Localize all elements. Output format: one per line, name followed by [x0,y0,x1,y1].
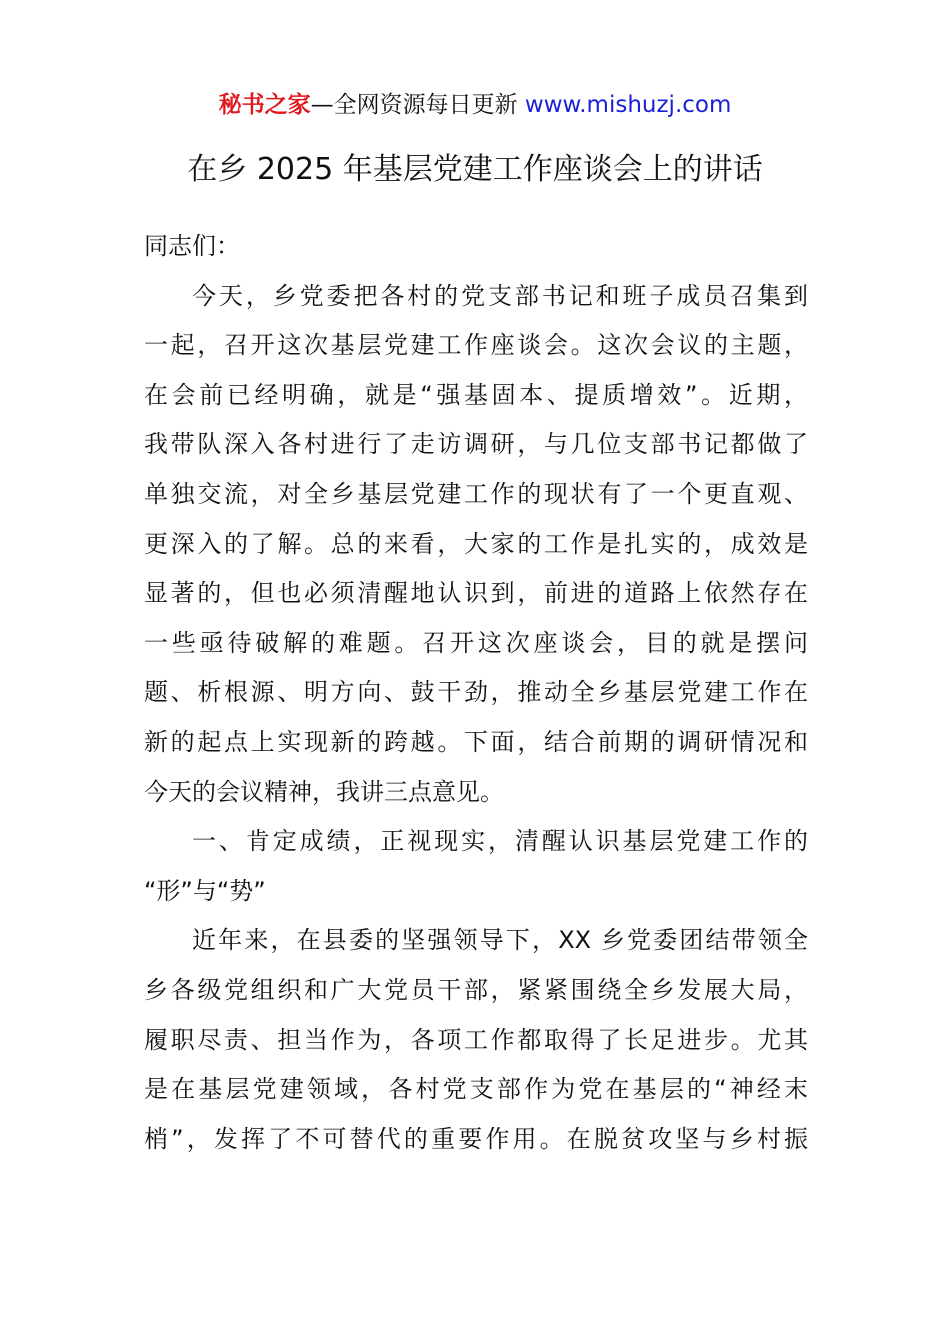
brand-name: 秘书之家 [218,92,311,118]
document-body [144,222,808,1164]
text-line: 乡各级党组织和广大党员干部，紧紧围绕全乡发展大局， [144,975,808,1004]
text-line: 题、析根源、明方向、鼓干劲，推动全乡基层党建工作在 [144,678,808,707]
section-heading: 一、肯定成绩，正视现实，清醒认识基层党建工作的 [192,827,808,856]
text-line: 显著的，但也必须清醒地认识到，前进的道路上依然存在 [144,579,808,608]
salutation: 同志们： [144,232,240,260]
text-line: 今天，乡党委把各村的党支部书记和班子成员召集到 [192,281,808,310]
text-line: 履职尽责、担当作为，各项工作都取得了长足进步。尤其 [144,1025,808,1054]
text-line: 一些亟待破解的难题。召开这次座谈会，目的就是摆问 [144,628,808,657]
section-heading-continued: “形”与“势” [144,876,266,905]
site-url-link[interactable]: www.mishuzj.com [524,92,732,118]
text-line: 是在基层党建领域，各村党支部作为党在基层的“神经末 [144,1075,808,1104]
text-line: 一起，召开这次基层党建工作座谈会。这次会议的主题， [144,331,808,360]
text-line: 梢”，发挥了不可替代的重要作用。在脱贫攻坚与乡村振 [144,1124,808,1153]
text-line: 今天的会议精神，我讲三点意见。 [144,777,504,806]
text-line: 近年来，在县委的坚强领导下，XX 乡党委团结带领全 [192,926,808,955]
document-title: 在乡 2025 年基层党建工作座谈会上的讲话 [187,152,763,187]
text-line: 在会前已经明确，就是“强基固本、提质增效”。近期， [144,380,808,409]
text-line: 新的起点上实现新的跨越。下面，结合前期的调研情况和 [144,727,808,756]
text-line: 单独交流，对全乡基层党建工作的现状有了一个更直观、 [144,479,808,508]
text-line: 更深入的了解。总的来看，大家的工作是扎实的，成效是 [144,529,808,558]
text-line: 我带队深入各村进行了走访调研，与几位支部书记都做了 [144,430,808,459]
site-header [0,88,950,122]
header-tagline: —全网资源每日更新 [310,92,525,118]
